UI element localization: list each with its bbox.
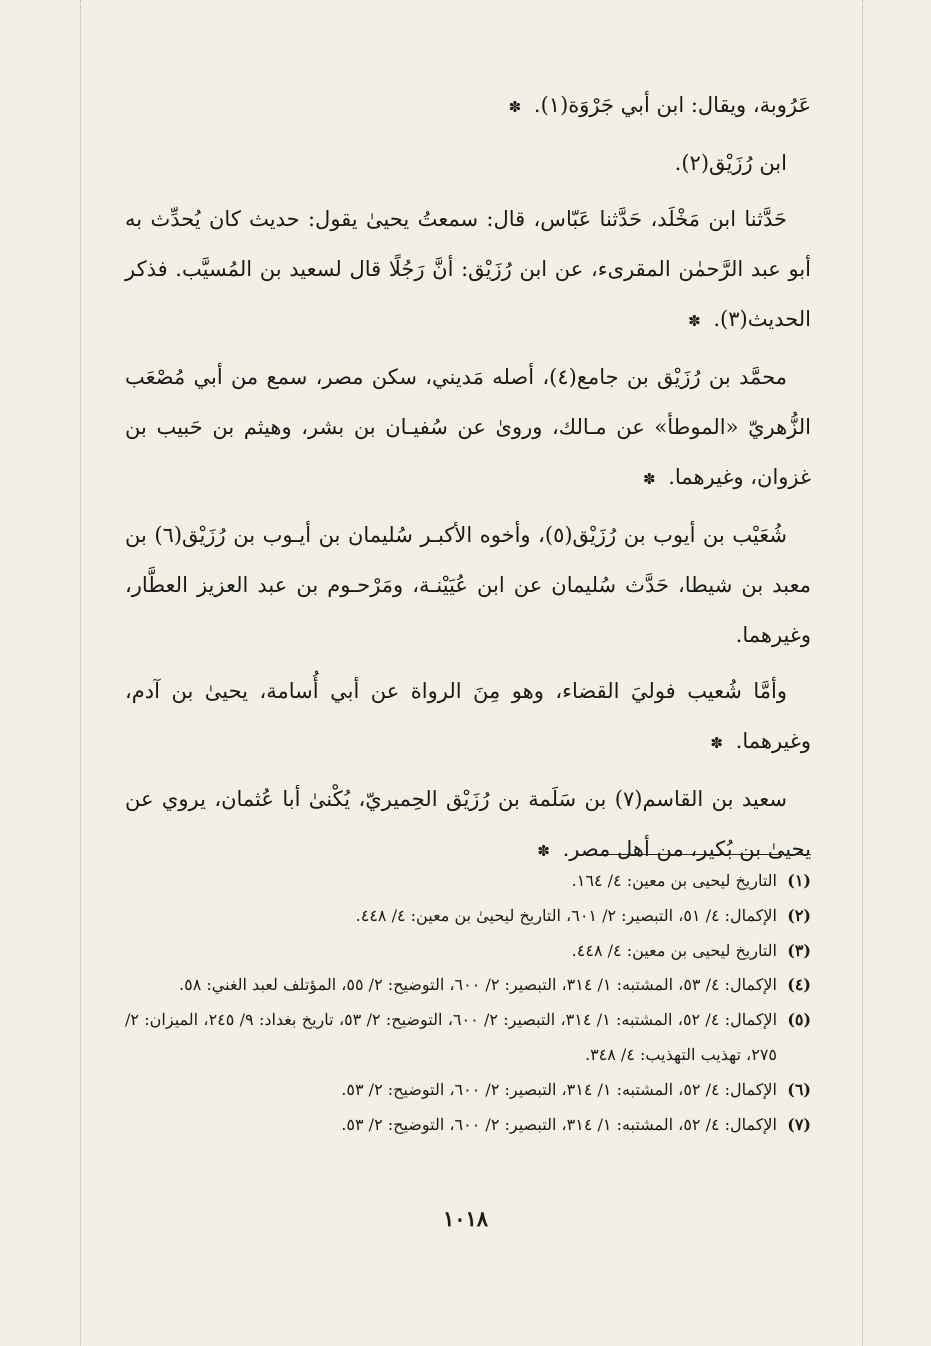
paragraph: شُعَيْب بن أيوب بن رُزَيْق(٥)، وأخوه الأكبـر سُليمان بن أيـوب بن رُزَيْق(٦) بن معبد بن شيطا، حَدَّث سُليمان عن ابن عُيَيْنـة، ومَرْحـوم بن عبد العزيز العطَّار، وغيرهما. <box>125 523 811 647</box>
paragraph: عَرُوبة، ويقال: ابن أبي جَرْوَة(١). ✽ <box>508 93 811 117</box>
footnote: (٧)الإكمال: ٤/ ٥٢، المشتبه: ١/ ٣١٤، التبصير: ٢/ ٦٠٠، التوضيح: ٢/ ٥٣. <box>341 1114 811 1134</box>
right-margin-dots <box>862 0 863 1346</box>
paragraph: وأمَّا شُعيب فوليَ القضاء، وهو مِنَ الرواة عن أبي أُسامة، يحيىٰ بن آدم، وغيرهما. ✽ <box>125 679 811 753</box>
star-mark: ✽ <box>710 734 723 752</box>
star-mark: ✽ <box>508 98 522 116</box>
footnote: (٤)الإكمال: ٤/ ٥٣، المشتبه: ١/ ٣١٤، التبصير: ٢/ ٦٠٠، التوضيح: ٢/ ٥٥، المؤتلف لعبد الغني: ٥٨. <box>179 975 811 995</box>
star-mark: ✽ <box>642 470 656 488</box>
star-mark: ✽ <box>537 842 550 860</box>
paragraph: محمَّد بن رُزَيْق بن جامع(٤)، أصله مَديني، سكن مصر، سمع من أبي مُصْعَب الزُّهريّ «الموطأ» عن مـالك، وروىٰ عن سُفيـان بن بشر، وهيثم بن حَبيب بن غزوان، وغيرهما. ✽ <box>125 365 811 489</box>
footnote: (١)التاريخ ليحيى بن معين: ٤/ ١٦٤. <box>571 871 811 890</box>
footnotes <box>125 864 811 1142</box>
paragraph: ابن رُزَيْق(٢). <box>674 151 787 175</box>
main-text <box>125 80 811 882</box>
page-number: ١٠١٨ <box>442 1206 489 1231</box>
left-margin-dots <box>80 0 81 1346</box>
footnote-separator <box>604 854 811 855</box>
star-mark: ✽ <box>688 312 701 330</box>
footnote: (٣)التاريخ ليحيى بن معين: ٤/ ٤٤٨. <box>571 940 811 960</box>
paragraph: حَدَّثنا ابن مَخْلَد، حَدَّثنا عَبّاس، قال: سمعتُ يحيىٰ يقول: حديث كان يُحدِّث به أبو عبد الرَّحمٰن المقرىء، عن ابن رُزَيْق: أنَّ رَجُلًا قال لسعيد بن المُسيَّب. فذكر الحديث(٣). ✽ <box>125 207 811 331</box>
paragraph: سعيد بن القاسم(٧) بن سَلَمة بن رُزَيْق الحِميريّ، يُكْنىٰ أبا عُثمان، يروي عن يحيىٰ بن بُكير، من أهل مصر. ✽ <box>125 787 811 861</box>
footnote: (٥)الإكمال: ٤/ ٥٢، المشتبه: ١/ ٣١٤، التبصير: ٢/ ٦٠٠، التوضيح: ٢/ ٥٣، تاريخ بغداد: ٩/ ٢٤٥، الميزان: ٢/ ٢٧٥، تهذيب التهذيب: ٤/ ٣٤٨. <box>125 1010 812 1064</box>
footnote: (٢)الإكمال: ٤/ ٥١، التبصير: ٢/ ٦٠١، التاريخ ليحيىٰ بن معين: ٤/ ٤٤٨. <box>355 905 811 925</box>
footnote: (٦)الإكمال: ٤/ ٥٢، المشتبه: ١/ ٣١٤، التبصير: ٢/ ٦٠٠، التوضيح: ٢/ ٥٣. <box>341 1079 811 1099</box>
